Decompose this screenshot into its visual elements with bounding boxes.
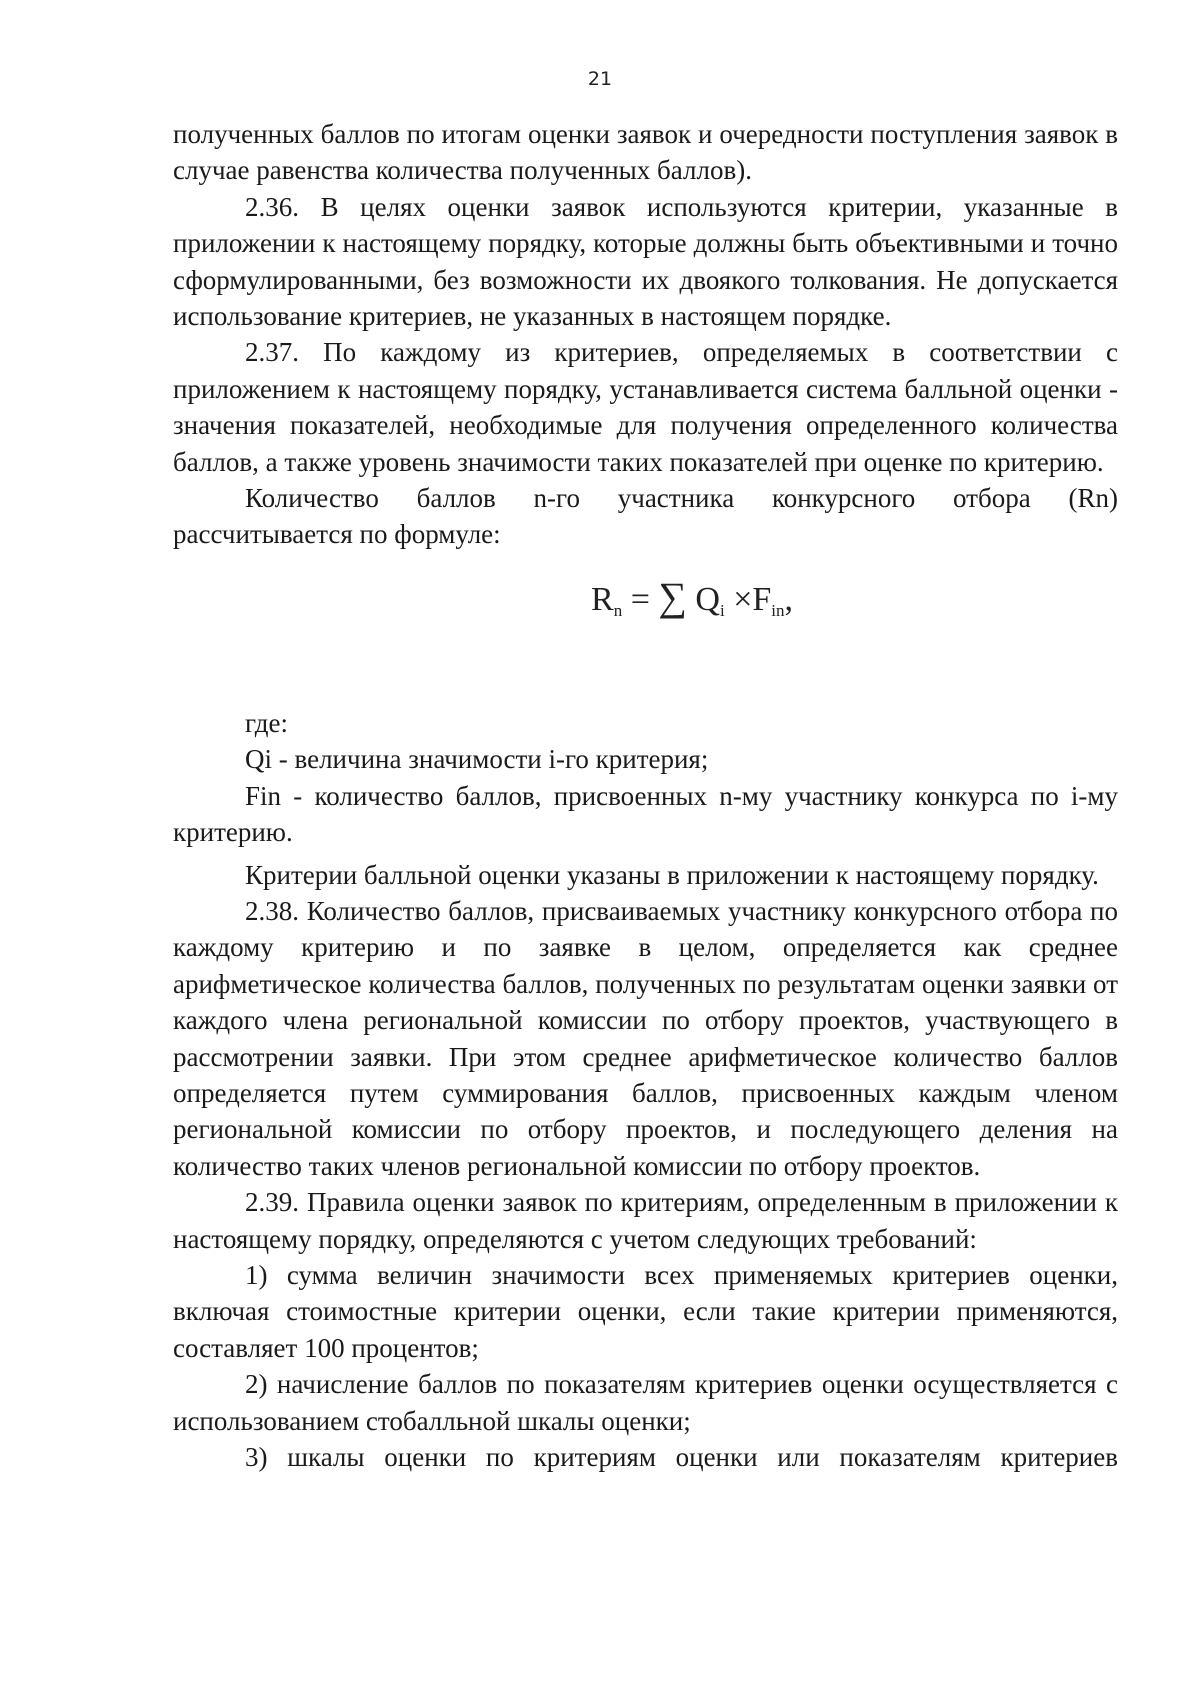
formula-block: [173, 553, 1118, 705]
list-item-3: 3) шкалы оценки по критериям оценки или показателям критериев: [245, 1442, 1118, 1472]
formula-f: F: [752, 580, 772, 618]
paragraph-formula-intro: Количество баллов n-го участника конкурсного отбора (Rn) рассчитывается по формуле:: [173, 483, 1118, 550]
formula-f-subscript: in: [771, 600, 785, 620]
paragraph-2-38: 2.38. Количество баллов, присваиваемых участнику конкурсного отбора по каждому критерию и по заявке в целом, определяется как среднее арифметическое количества баллов, полученных по результатам оценки заявки от каждого члена региональной комиссии по отбору проектов, участвующего в рассмотрении заявки. При этом среднее арифметическое количество баллов определяется путем суммирования баллов, присвоенных каждым членом региональной комиссии по отбору проектов, и последующего деления на количество таких членов региональной комиссии по отбору проектов.: [173, 895, 1118, 1181]
paragraph-qi-definition: Qi - величина значимости i-го критерия;: [245, 744, 709, 775]
paragraph-continuation: полученных баллов по итогам оценки заявок и очередности поступления заявок в случае равенства количества полученных баллов).: [173, 119, 1118, 186]
paragraph-2-39: 2.39. Правила оценки заявок по критериям, определенным в приложении к настоящему порядку, определяются с учетом следующих требований:: [173, 1187, 1118, 1254]
sum-symbol: ∑: [658, 573, 687, 619]
formula-lhs-subscript: n: [613, 600, 623, 620]
page-number: 21: [587, 68, 613, 90]
formula-q-subscript: i: [719, 600, 725, 620]
paragraph-2-37: 2.37. По каждому из критериев, определяемых в соответствии с приложением к настоящему порядку, устанавливается система балльной оценки - значения показателей, необходимые для получения определенного количества баллов, а также уровень значимости таких показателей при оценке по критерию.: [173, 337, 1118, 477]
formula-lhs: R: [591, 580, 614, 618]
list-item-2: 2) начисление баллов по показателям критериев оценки осуществляется с использованием стобалльной шкалы оценки;: [173, 1369, 1118, 1436]
paragraph-criteria-reference: Критерии балльной оценки указаны в приложении к настоящему порядку.: [245, 859, 1099, 890]
list-item-1: 1) сумма величин значимости всех применяемых критериев оценки, включая стоимостные критерии оценки, если такие критерии применяются, составляет 100 процентов;: [173, 1259, 1118, 1363]
formula-times: ×: [733, 580, 753, 618]
paragraph-fin-definition: Fin - количество баллов, присвоенных n-му участнику конкурса по i-му критерию.: [173, 780, 1118, 848]
formula-equals: =: [630, 580, 650, 618]
formula: [591, 573, 794, 629]
document-body: [173, 116, 1118, 1475]
formula-end: ,: [784, 580, 794, 618]
formula-q: Q: [695, 580, 720, 618]
paragraph-2-36: 2.36. В целях оценки заявок используются критерии, указанные в приложении к настоящему порядку, которые должны быть объективными и точно сформулированными, без возможности их двоякого толкования. Не допускается использование критериев, не указанных в настоящем порядке.: [173, 191, 1118, 332]
paragraph-where: где:: [245, 707, 288, 738]
